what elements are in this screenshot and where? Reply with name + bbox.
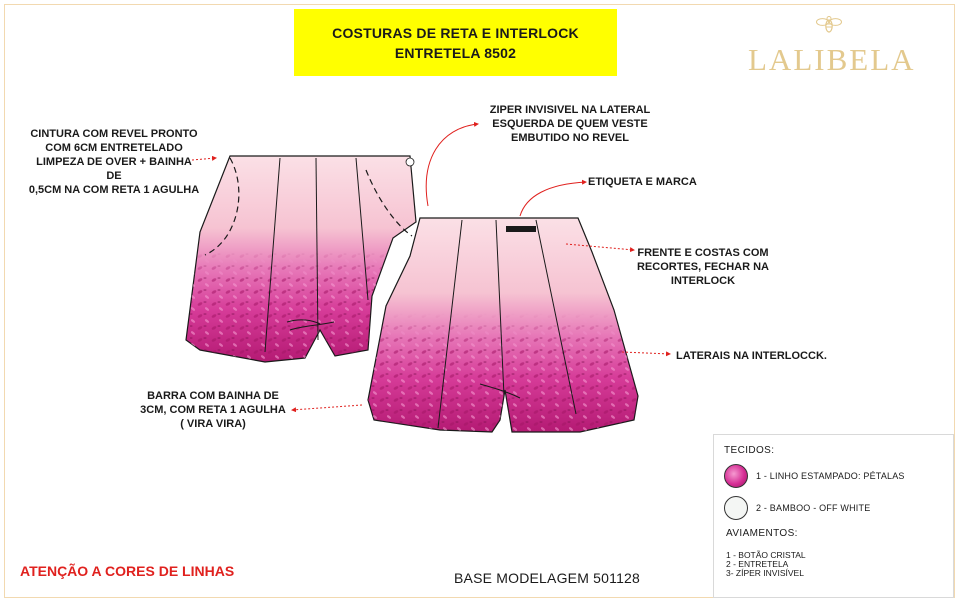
annotation-sides bbox=[676, 349, 836, 363]
trim-item: 3- ZÍPER INVISÍVEL bbox=[726, 568, 804, 578]
annotation-line: LATERAIS NA INTERLOCCK. bbox=[676, 350, 827, 362]
annotation-zipper bbox=[482, 103, 658, 145]
annotation-line: RECORTES, FECHAR NA bbox=[636, 261, 769, 273]
annotation-waistband bbox=[28, 127, 200, 197]
thread-color-alert: ATENÇÃO A CORES DE LINHAS bbox=[20, 563, 235, 579]
annotation-line: INTERLOCK bbox=[670, 275, 736, 287]
fabric-swatch-offwhite bbox=[724, 496, 748, 520]
annotation-line: ( VIRA VIRA) bbox=[180, 418, 246, 430]
title-line-2: ENTRETELA 8502 bbox=[394, 44, 517, 61]
annotation-label-brand bbox=[588, 175, 708, 189]
annotation-line: EMBUTIDO NO REVEL bbox=[511, 132, 629, 144]
annotation-line: ETIQUETA E MARCA bbox=[588, 176, 697, 188]
trim-item: 2 - ENTRETELA bbox=[726, 559, 789, 569]
materials-legend bbox=[713, 434, 954, 598]
brand-logo: LALIBELA bbox=[748, 42, 916, 77]
annotation-line: ESQUERDA DE QUEM VESTE bbox=[492, 118, 648, 130]
base-pattern-code: BASE MODELAGEM 501128 bbox=[454, 570, 641, 586]
fabrics-heading: TECIDOS: bbox=[724, 445, 775, 456]
annotation-line: BARRA COM BAINHA DE bbox=[147, 390, 279, 402]
trims-list bbox=[726, 551, 806, 578]
annotation-front-back bbox=[628, 246, 778, 288]
annotation-line: LIMPEZA DE OVER + BAINHA DE bbox=[36, 156, 192, 182]
fabric-swatch-petals bbox=[724, 464, 748, 488]
brand-label-tag bbox=[506, 226, 536, 232]
fabric-label-2: 2 - BAMBOO - OFF WHITE bbox=[756, 503, 871, 513]
annotation-line: ZIPER INVISIVEL NA LATERAL bbox=[489, 104, 651, 116]
annotation-hem bbox=[138, 389, 288, 431]
annotation-line: COM 6CM ENTRETELADO bbox=[45, 142, 183, 154]
trim-item: 1 - BOTÃO CRISTAL bbox=[726, 550, 806, 560]
annotation-line: FRENTE E COSTAS COM bbox=[637, 247, 769, 259]
title-line-1: COSTURAS DE RETA E INTERLOCK bbox=[332, 24, 579, 41]
fabric-label-1: 1 - LINHO ESTAMPADO: PÉTALAS bbox=[756, 471, 905, 481]
short-front-view bbox=[368, 218, 638, 432]
annotation-line: 3CM, COM RETA 1 AGULHA bbox=[140, 404, 286, 416]
annotation-line: 0,5CM NA COM RETA 1 AGULHA bbox=[28, 184, 200, 196]
trims-heading: AVIAMENTOS: bbox=[726, 528, 798, 539]
annotation-line: CINTURA COM REVEL PRONTO bbox=[30, 128, 198, 140]
